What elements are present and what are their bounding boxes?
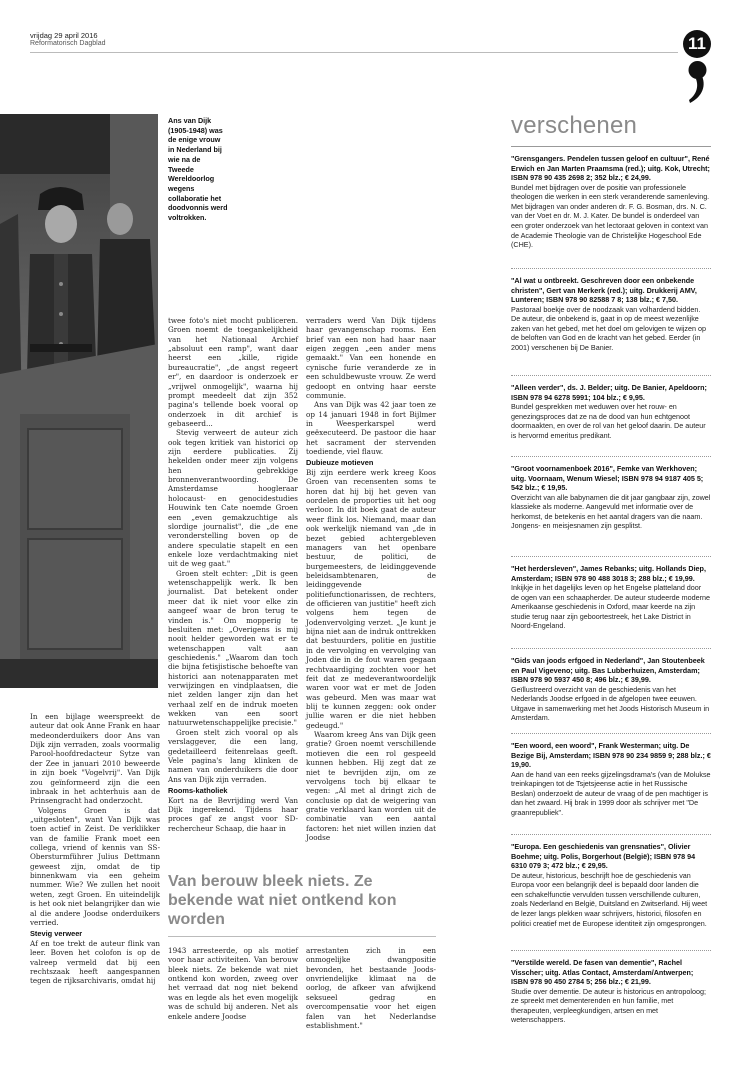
- entry-divider: [511, 733, 711, 734]
- book-entry-body: Overzicht van alle babynamen die dit jaar gangbaar zijn, zowel klassieke als moderne. Aangevuld met informatie over de herkomst, de betekenis en het aantal dragers van die naam. Jongens- en meisjesnamen zijn gesplitst.: [511, 492, 711, 531]
- paragraph: Af en toe trekt de auteur flink van leer. Boven het colofon is op de valreep vermeld dat bij een rechtszaak heeft aangespannen tegen de rijksarchivaris, omdat hij: [30, 938, 160, 986]
- article-column-3-bottom: [306, 946, 436, 1030]
- paragraph: Stevig verweert de auteur zich ook tegen kritiek van historici op zijn eerdere publicaties. Zij hekelden onder meer zijn volgens hen gebrekkige bronnenverantwoording. De Amsterdamse hoogleraar holocaust- en genocidestudies Houwink ten Cate noemde Groen een „even gemakzuchtige als slordige journalist", die „de ene veronderstelling boven op de andere speculatie stapelt en een enkele loze verdachtmaking niet uit de weg gaat.": [168, 428, 298, 569]
- book-entry-body: Pastoraal boekje over de noodzaak van volhardend bidden. De auteur, die onbekend is, gaat in op de meest wezenlijke zaken van het gebed, met het doel om gelovigen te wijzen op de beloften van God en de kracht van het gebed. Eerder (in 2001) verschenen bij De Banier.: [511, 304, 706, 353]
- book-entry-head: "Alleen verder", ds. J. Belder; uitg. De Banier, Apeldoorn; ISBN 978 94 6278 5991; 104 blz.; € 9,95.: [511, 383, 707, 402]
- book-entry: [511, 276, 711, 353]
- book-entry: [511, 958, 711, 1025]
- article-column-1: [30, 712, 160, 986]
- header-rule: [30, 52, 678, 53]
- book-entry: [511, 564, 711, 631]
- paragraph: Waarom kreeg Ans van Dijk geen gratie? Groen noemt verschillende motieven die een rol gespeeld kunnen hebben. Hij zegt dat ze niet te bevrijden zijn, om ze vervolgens toch bij elkaar te vegen: „Al met al dringt zich de conclusie op dat de weigering van gratie verklaard kan worden uit de combinatie van een aantal factoren: het niet willen inzien dat Joodse: [306, 730, 436, 843]
- book-entry: [511, 154, 711, 250]
- paragraph: Groen stelt echter: „Dit is geen wetenschappelijk werk. Ik ben journalist. Dat betekent onder meer dat ik niet voor elke zin aangeef waar de bron terug te vinden is." Om mopperig te besluiten met: „Overigens is mij nooit helder geworden wat er te wetenschappen valt aan geschiedenis." „Waarom dan toch die bijna fetisjistische behoefte van historici aan notenapparaten met verwijzingen en vindplaatsen, die niet zelden langer zijn dan het verhaal zelf en de indruk moeten wekken van een soort natuurwetenschappelijke precisie.": [168, 568, 298, 728]
- book-entry-head: "Gids van joods erfgoed in Nederland", Jan Stoutenbeek en Paul Vigeveno; uitg. Bas Lubberhuizen, Amsterdam; ISBN 978 90 5937 450 8; 496 blz.; € 39,99.: [511, 656, 705, 685]
- photo-caption: Ans van Dijk (1905-1948) was de enige vrouw in Nederland bij wie na de Tweede Wereldoorlog wegens collaboratie het doodvonnis werd voltrokken.: [168, 116, 228, 223]
- book-entry-body: Inkijkje in het dagelijks leven op het Engelse platteland door de ogen van een schaapherder. De auteur studeerde moderne Amerikaanse geschiedenis in Oxford, maar keerde na zijn studie terug naar zijn geboortestreek, het Lake District in Noord-Engeland.: [511, 583, 710, 631]
- book-entry: [511, 464, 711, 531]
- entry-divider: [511, 950, 711, 951]
- verschenen-rule: [511, 146, 711, 147]
- paragraph: Groen stelt zich vooral op als verslaggever, die een lang, gedetailleerd feitenrelaas geeft. Vele pagina's lang klinken de namen van onderduikers die door Ans van Dijk zijn verraden.: [168, 727, 298, 784]
- book-entry-body: De auteur, historicus, beschrijft hoe de geschiedenis van Europa voor een belangrijk deel is bepaald door landen die een schakelfunctie vervulden tussen verschillende culturen, zoals Nederland en België, Duitsland en Zwitserland. Hij weet de lezer langs plekken waar schrijvers, historici, filosofen en politici creatief met de Europese identiteit zijn omgesprongen.: [511, 870, 708, 928]
- paragraph: Ans van Dijk was 42 jaar toen ze op 14 januari 1948 in fort Bijlmer in Weesperkarspel werd geëxecuteerd. De pastoor die haar het sacrament der stervenden toediende, viel flauw.: [306, 400, 436, 457]
- book-entry-head: "Groot voornamenboek 2016", Femke van Werkhoven; uitg. Voornaam, Wenum Wiesel; ISBN 978 94 9187 405 5; 542 blz.; € 19,95.: [511, 464, 704, 493]
- header-date: vrijdag 29 april 2016: [30, 31, 98, 40]
- paragraph: Volgens Groen is dat „uitgesloten", want Van Dijk was toen actief in Zeist. De verklikker van de familie Frank moet een collega, vriend of kennis van SS-Obersturmführer Julius Dettmann geweest zijn, omdat de tip binnenkwam via een geheim nummer. Wie? We zullen het nooit weten, zegt Groen. En uiteindelijk is het ook niet belangrijker dan wie al die andere Joodse onderduikers verried.: [30, 805, 160, 927]
- article-column-2: [168, 316, 298, 833]
- book-entry-body: Geïllustreerd overzicht van de geschiedenis van het Nederlands Joodse erfgoed in de afgelopen twee eeuwen. Uitgave in samenwerking met het Joods Historisch Museum in Amsterdam.: [511, 684, 710, 723]
- photo-illustration: [0, 114, 158, 688]
- book-entry-head: "Verstilde wereld. De fasen van dementie", Rachel Visscher; uitg. Atlas Contact, Amsterdam/Antwerpen; ISBN 978 90 450 2784 5; 256 blz.; € 21,99.: [511, 958, 694, 987]
- historical-photo: [0, 114, 158, 688]
- book-entry: [511, 741, 711, 818]
- pull-quote: Van berouw bleek niets. Ze bekende wat niet ontkend kon worden: [168, 873, 397, 929]
- book-entry: [511, 842, 711, 928]
- book-entry-head: "Grensgangers. Pendelen tussen geloof en cultuur", René Erwich en Jan Marten Praamsma (red.); uitg. Kok, Utrecht; ISBN 978 90 435 2698 2; 352 blz.; € 24,99.: [511, 154, 710, 183]
- entry-divider: [511, 834, 711, 835]
- book-entry-body: Aan de hand van een reeks gijzelingsdrama's (van de Molukse treinkapingen tot de Tsjetsjeense actie in het Russische Beslan) onderzoekt de auteur de vraag of de pen machtiger is dan het zwaard. Hij brak in 1999 door als schrijver met "De graanrepubliek".: [511, 769, 711, 818]
- entry-divider: [511, 456, 711, 457]
- book-entry: [511, 656, 711, 723]
- entry-divider: [511, 268, 711, 269]
- book-entry-head: "Europa. Een geschiedenis van grensnaties", Olivier Boehme; uitg. Polis, Borgerhout (België); ISBN 978 94 6310 079 3; 472 blz.; € 29,95.: [511, 842, 696, 871]
- subheading-dubieuze-motieven: Dubieuze motieven: [306, 458, 374, 468]
- page-number-badge: 11: [683, 30, 711, 58]
- subheading-rooms-katholiek: Rooms-katholiek: [168, 785, 228, 795]
- paragraph: arrestanten zich in een onmogelijke dwangpositie bevonden, het bestaande Joods-onvriendelijke klimaat na de oorlog, de afkeer van afwijkend seksueel gedrag en overcompensatie voor het eigen falen van het Nederlandse establishment.": [306, 946, 436, 1030]
- paragraph: verraders werd Van Dijk tijdens haar gevangenschap rooms. Een brief van een non had haar naar eigen zeggen „een ander mens gemaakt." Van een honende en cynische furie veranderde ze in een schuldbewuste vrouw. Ze werd gedoopt en ontving haar eerste communie.: [306, 316, 436, 400]
- entry-divider: [511, 375, 711, 376]
- pull-quote-rule: [168, 936, 436, 937]
- paragraph: In een bijlage weerspreekt de auteur dat ook Anne Frank en haar medeonderduikers door Ans van Dijk zijn verraden, zoals voormalig Parool-hoofdredacteur Sytze van der Zee in januari 2010 beweerde in zijn boek "Vogelvrij". Van Dijk zou geïnformeerd zijn die een inbraak in het achterhuis aan de Prinsengracht had onderzocht.: [30, 712, 160, 806]
- book-entry-body: Studie over dementie. De auteur is historicus en antropoloog; ze spreekt met dementerenden en hun familie, met therapeuten, verpleegkundigen, artsen en met wetenschappers.: [511, 986, 706, 1025]
- verschenen-title: verschenen: [511, 112, 638, 139]
- paragraph: twee foto's niet mocht publiceren. Groen noemt de toegankelijkheid van het Nationaal Archief „absoluut een ramp", want daar heerst een „kille, rigide bureaucratie", „de angst regeert er", en daardoor is onderzoek er „vrijwel onmogelijk", waarna hij prompt meedeelt dat zijn 352 pagina's tellende boek vooral op onderzoek in dit archief is gebaseerd...: [168, 316, 298, 428]
- book-entry-head: "Al wat u ontbreekt. Geschreven door een onbekende christen", Gert van Merkerk (red.); uitg. Drukkerij AMV, Lunteren; ISBN 978 90 82588 7 8; 138 blz.; € 7,50.: [511, 276, 697, 305]
- paragraph: Bij zijn eerdere werk kreeg Koos Groen van recensenten soms te horen dat hij bij het geven van oordelen de proporties uit het oog verloor. In dit boek gaat de auteur weer flink los. Niemand, maar dan ook werkelijk niemand van „de in bezet gebied achtergebleven managers van het openbare bestuur, de politici, de burgemeesters, de leidinggevende beleidsambtenaren, de leidinggevende politiefunctionarissen, de rechters, de officieren van justitie" heeft zich volgens hem tegen de Jodenvervolging verzet. „Je kunt je bijna niet aan de indruk onttrekken dat bestuurders, politie en justitie in de vervolging en vervolging van Joden die in de fout waren gegaan rechtvaardiging zochten voor het feit dat ze medeverantwoordelijk waren voor wat er met de Joden was gebeurd. Men was maar wat blij te kunnen zeggen: ook onder jullie waren er die niet hebben gedeugd.": [306, 468, 436, 730]
- book-entry-head: "Het herdersleven", James Rebanks; uitg. Hollands Diep, Amsterdam; ISBN 978 90 488 3018 3; 288 blz.; € 19,99.: [511, 564, 706, 583]
- article-column-2-bottom: [168, 946, 298, 1021]
- book-entry-body: Bundel met bijdragen over de positie van professionele theologen die werken in een sterk veranderende samenleving. Met bijdragen van onder anderen dr. F. G. Bosman, drs. N. C. van der Voet en dr. M. J. Kater. De bundel is onderdeel van een groter onderzoek van het lectoraat geloven in context van de Academie Theologie van de Christelijke Hogeschool Ede (CHE).: [511, 182, 710, 250]
- book-entry: [511, 383, 711, 440]
- paragraph: 1943 arresteerde, op als motief voor haar activiteiten. Van berouw bleek niets. Ze bekende wat niet ontkend kon worden, zweeg over het verraad dat nog niet bekend was en legde als het even mogelijk was de schuld bij anderen. Net als enkele andere Joodse: [168, 946, 298, 1021]
- entry-divider: [511, 648, 711, 649]
- article-column-3: [306, 316, 436, 842]
- entry-divider: [511, 556, 711, 557]
- book-entry-head: "Een woord, een woord", Frank Westerman; uitg. De Bezige Bij, Amsterdam; ISBN 978 90 234 9859 9; 288 blz.; € 19,90.: [511, 741, 711, 770]
- comma-icon: [688, 60, 707, 104]
- paragraph: Kort na de Bevrijding werd Van Dijk ingerekend. Tijdens haar proces gaf ze angst voor SD-rechercheur Schaap, die haar in: [168, 795, 298, 833]
- book-entry-body: Bundel gesprekken met weduwen over het rouw- en genezingsproces dat ze na de dood van hun echtgenoot doormaakten, en over de rol van het geloof daarin. De auteur is hervormd emeritus predikant.: [511, 402, 706, 440]
- subheading-stevig-verweer: Stevig verweer: [30, 929, 83, 939]
- header-paper-name: Reformatorisch Dagblad: [30, 40, 106, 47]
